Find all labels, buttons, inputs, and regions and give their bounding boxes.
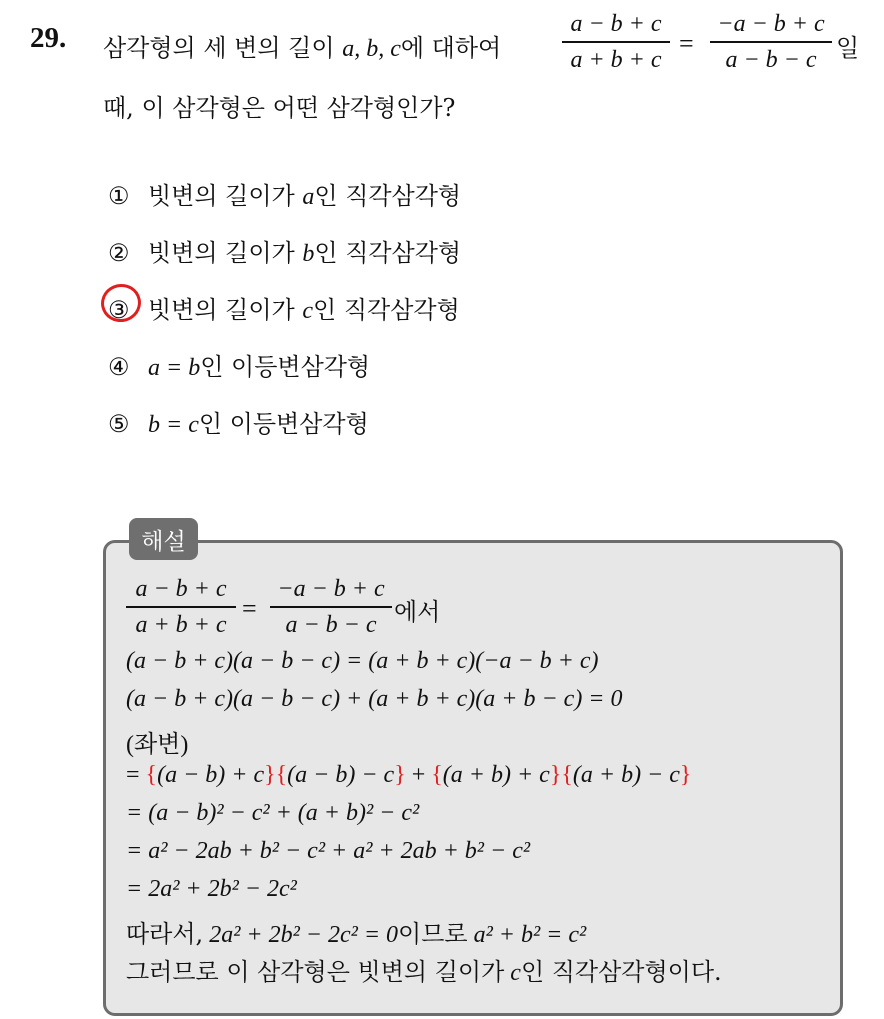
choice-var: a = b [148,355,201,381]
choice-5[interactable] [108,404,369,439]
solution-line-3: (a − b + c)(a − b − c) + (a + b + c)(a + b − c) = 0 [126,686,623,712]
stem-text-after: 에 대하여 [400,34,502,62]
math: c [510,960,521,986]
question-stem-line2: 때, 이 삼각형은 어떤 삼각형인가? [103,94,456,122]
red-brace: } [679,762,692,788]
choice-1[interactable] [108,176,461,211]
choice-4[interactable] [108,347,370,382]
fraction-numerator: a − b + c [135,576,227,602]
choice-text-post: 인 이등변삼각형 [198,410,369,438]
solution-line-8: = 2a² + 2b² − 2c² [126,876,297,902]
choice-text-post: 인 직각삼각형 [314,182,462,210]
solution-line-5 [126,762,691,789]
choice-var: a [302,184,315,210]
choice-2[interactable] [108,233,461,268]
solution-line-4: (좌변) [126,732,189,758]
choice-marker: ① [108,182,130,210]
choice-var: b = c [148,412,199,438]
solution-line-2: (a − b + c)(a − b − c) = (a + b + c)(−a − b + c) [126,648,599,674]
solution-line-10 [126,952,722,987]
question-stem-end: 일 [836,34,860,62]
solution-tag: 해설 [129,518,198,560]
red-brace: { [145,762,158,788]
choice-marker: ⑤ [108,410,130,438]
text: 인 직각삼각형이다. [520,958,722,986]
choice-text: 빗변의 길이가 [148,239,295,267]
fraction-denominator: a − b − c [285,611,377,638]
eq-sign: = [126,762,146,788]
solution-equals: = [242,594,257,623]
choice-text-post: 인 이등변삼각형 [200,353,371,381]
solution-fraction-suffix: 에서 [394,598,441,626]
fraction-bar [126,606,236,608]
solution-fraction-rhs [270,574,392,640]
red-brace: } [394,762,406,788]
choice-var: c [302,298,314,324]
choice-3[interactable] [108,290,460,325]
fraction-denominator: a + b + c [135,611,227,638]
red-brace: }{ [264,762,288,788]
choice-var: b [302,241,315,267]
stem-text: 삼각형의 세 변의 길이 [103,34,335,62]
red-brace: { [431,762,443,788]
question-fraction-lhs [562,9,670,75]
fraction-numerator: −a − b + c [717,11,825,37]
question-fraction-rhs [710,9,832,75]
choice-marker: ④ [108,353,130,381]
fraction-bar [270,606,392,608]
fraction-bar [710,41,832,43]
question-stem-line1 [103,28,501,63]
stem-vars: a, b, c [342,36,401,62]
expr: (a + b) + c [442,762,550,788]
choice-marker: ② [108,239,130,267]
expr: (a − b) + c [157,762,265,788]
fraction-numerator: −a − b + c [277,576,385,602]
question-number: 29. [30,22,67,54]
expr: (a + b) − c [572,762,680,788]
text: 그러므로 이 삼각형은 빗변의 길이가 [126,958,505,986]
solution-line-9 [126,914,586,949]
choice-text: 빗변의 길이가 [148,296,295,324]
text: 이므로 [398,920,468,948]
expr: (a − b) − c [287,762,395,788]
plus-sign: + [405,762,432,788]
question-equals: = [679,29,694,58]
math: a² + b² = c² [473,922,587,948]
text: 따라서, [126,920,204,948]
fraction-numerator: a − b + c [570,11,662,37]
choice-text-post: 인 직각삼각형 [313,296,460,324]
fraction-bar [562,41,670,43]
solution-fraction-lhs [126,574,236,640]
choice-text: 빗변의 길이가 [148,182,295,210]
fraction-denominator: a − b − c [725,46,817,73]
choice-text-post: 인 직각삼각형 [314,239,462,267]
solution-line-6: = (a − b)² − c² + (a + b)² − c² [126,800,420,826]
red-brace: }{ [549,762,573,788]
fraction-denominator: a + b + c [570,46,662,73]
choice-marker: ③ [108,296,130,324]
solution-line-7: = a² − 2ab + b² − c² + a² + 2ab + b² − c² [126,838,531,864]
math: 2a² + 2b² − 2c² = 0 [209,922,399,948]
